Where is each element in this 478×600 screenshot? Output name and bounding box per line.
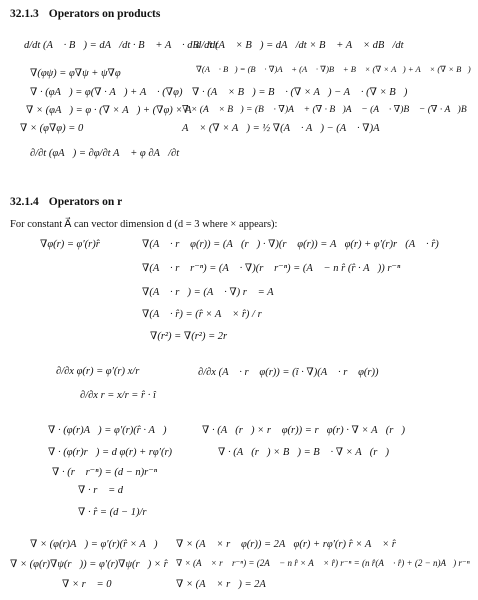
eq-grad-a-dot-rhat: ∇(A⃗ · r̂) = (r̂ × A⃗ × r̂) / r	[142, 309, 262, 320]
eq-product-dt-dot: d/dt (A⃗ · B⃗) = dA⃗/dt · B⃗ + A⃗ · dB⃗/dt	[24, 40, 219, 51]
eq-div-cross-product: ∇ · (A⃗ × B⃗) = B⃗ · (∇ × A⃗) − A⃗ · (∇ × B⃗)	[192, 87, 408, 98]
eq-div-phi-a: ∇ · (φ(r)A⃗) = φ′(r)(r̂ · A⃗)	[48, 425, 167, 436]
eq-grad-a-dot-r-rn: ∇(A⃗ · r⃗ r⁻ⁿ) = (A⃗ · ∇)(r⃗ r⁻ⁿ) = (A⃗ − n r̂ (r̂ · A⃗)) r⁻ⁿ	[142, 263, 401, 274]
eq-div-r: ∇ · r⃗ = d	[78, 485, 124, 496]
section-heading-r-vec	[10, 196, 131, 208]
eq-grad-r-squared: ∇(r²) = ∇(r²) = 2r⃗	[150, 331, 236, 342]
eq-partial-a-dot-r-phi: ∂/∂x (A⃗ · r⃗ φ(r)) = (î · ∇)(A⃗ · r⃗ φ(r))	[198, 367, 379, 378]
eq-div-phi-r: ∇ · (φ(r)r⃗) = d φ(r) + rφ′(r)	[48, 447, 173, 458]
eq-grad-a-dot-r-phi: ∇(A⃗ · r⃗ φ(r)) = (A⃗(r⃗) · ∇)(r⃗ φ(r)) = A⃗φ(r) + φ′(r)r⃗(A⃗ · r̂)	[142, 239, 439, 250]
eq-curl-phi-grad-psi: ∇ × (φ(r)∇ψ(r⃗)) = φ′(r)∇ψ(r⃗) × r̂	[10, 559, 168, 570]
eq-div-a-cross-b: ∇ · (A⃗(r⃗) × B⃗) = B⃗ · ∇ × A⃗(r⃗)	[218, 447, 390, 458]
eq-grad-phi-r: ∇φ(r) = φ′(r)r̂	[40, 239, 100, 250]
eq-curl-phi-grad-phi: ∇ × (φ∇φ) = 0	[20, 123, 84, 134]
section-heading-products	[10, 8, 160, 20]
eq-div-a-cross-r-phi: ∇ · (A⃗(r⃗) × r⃗ φ(r)) = r⃗φ(r) · ∇ × A⃗(r⃗)	[202, 425, 405, 436]
eq-partial-r: ∂/∂x r = x/r = r̂ · î	[80, 390, 156, 401]
section-title: Operators on r⃗	[48, 196, 132, 208]
eq-grad-dot-product: ∇(A⃗ · B⃗) = (B⃗ · ∇)A⃗ + (A⃗ · ∇)B⃗ + B⃗ × (∇ × A⃗) + A⃗ × (∇ × B⃗)	[196, 64, 471, 74]
eq-product-dt-cross: d/dt (A⃗ × B⃗) = dA⃗/dt × B⃗ + A⃗ × dB⃗/dt	[196, 40, 404, 51]
intro-text: For constant A⃗ can vector dimension d (d = 3 where × appears):	[10, 219, 278, 230]
eq-div-rhat: ∇ · r̂ = (d − 1)/r	[78, 507, 147, 518]
section-title: Operators on products	[48, 8, 161, 20]
eq-curl-a-cross-r: ∇ × (A⃗ × r⃗) = 2A⃗	[176, 579, 274, 590]
section-number: 32.1.4	[10, 196, 39, 208]
eq-curl-cross-product: ∇ × (A⃗ × B⃗) = (B⃗ · ∇)A⃗ + (∇ · B⃗)A⃗ − (A⃗ · ∇)B⃗ − (∇ · A⃗)B⃗	[182, 105, 475, 115]
eq-div-scalar-vector: ∇ · (φA⃗) = φ(∇ · A⃗) + A⃗ · (∇φ)	[30, 87, 183, 98]
eq-grad-scalar-product: ∇(φψ) = φ∇ψ + ψ∇φ	[30, 68, 121, 79]
eq-curl-a-cross-r-phi: ∇ × (A⃗ × r⃗ φ(r)) = 2A⃗φ(r) + rφ′(r) r̂ × A⃗ × r̂	[176, 539, 396, 550]
eq-partial-t-product: ∂/∂t (φA⃗) = ∂φ/∂t A⃗ + φ ∂A⃗/∂t	[30, 148, 180, 159]
section-number: 32.1.3	[10, 8, 39, 20]
eq-partial-phi-r: ∂/∂x φ(r) = φ′(r) x/r	[56, 366, 140, 377]
eq-cross-curl-identity: A⃗ × (∇ × A⃗) = ½ ∇(A⃗ · A⃗) − (A⃗ · ∇)A⃗	[182, 123, 388, 134]
eq-curl-r: ∇ × r⃗ = 0	[62, 579, 112, 590]
eq-curl-scalar-vector: ∇ × (φA⃗) = φ · (∇ × A⃗) + (∇φ) × A⃗	[26, 105, 200, 116]
eq-curl-phi-a: ∇ × (φ(r)A⃗) = φ′(r)(r̂ × A⃗)	[30, 539, 158, 550]
eq-curl-a-cross-r-rn: ∇ × (A⃗ × r⃗ r⁻ⁿ) = (2A⃗ − n r̂ × A⃗ × r̂) r⁻ⁿ = (n r̂(A⃗ · r̂) + (2 − n)A⃗) r⁻ⁿ	[176, 558, 470, 568]
eq-grad-a-dot-r: ∇(A⃗ · r⃗) = (A⃗ · ∇) r⃗ = A⃗	[142, 287, 282, 298]
eq-div-r-rn: ∇ · (r⃗ r⁻ⁿ) = (d − n)r⁻ⁿ	[52, 467, 158, 478]
